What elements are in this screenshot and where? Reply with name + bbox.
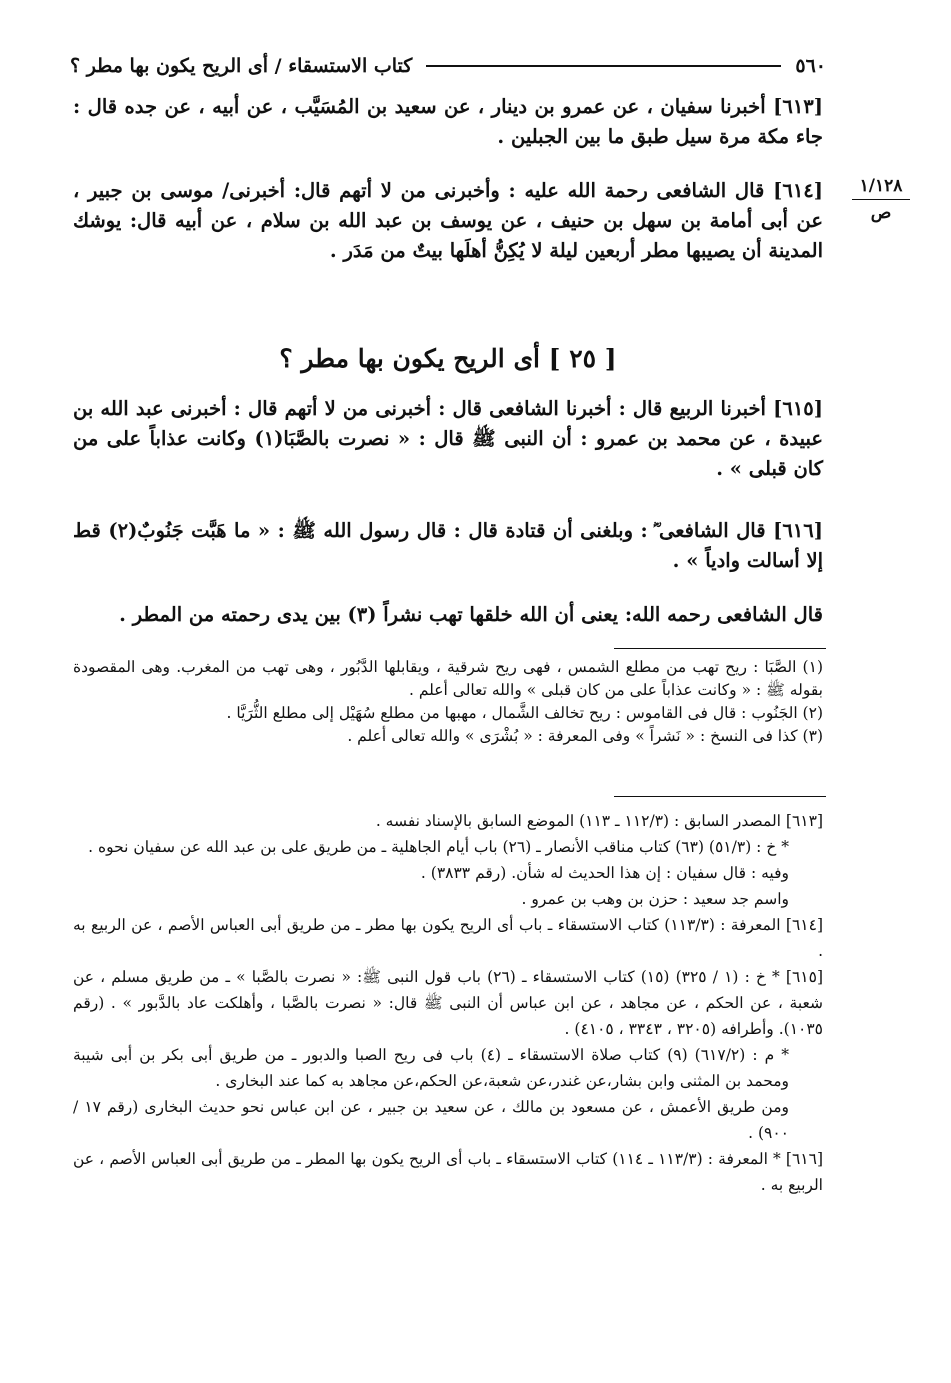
source-614: [٦١٤] المعرفة : (١١٣/٣) كتاب الاستسقاء ـ باب أى الريح يكون بها مطر ـ من طريق أبى العباس الأصم ، عن الربيع به .: [73, 916, 823, 960]
paragraph-615: [73, 394, 823, 484]
running-title: كتاب الاستسقاء / أى الريح يكون بها مطر ؟: [70, 55, 413, 77]
source-references: [73, 808, 823, 1198]
folio-letter: ص: [870, 203, 892, 223]
page-number: ٥٦٠: [795, 55, 826, 77]
folio-rule: [852, 199, 910, 200]
hadith-number: [٦١٣]: [773, 95, 823, 118]
paragraph-616: [73, 516, 823, 576]
commentary-text: قال الشافعى رحمه الله: يعنى أن الله خلقها تهب نشراً (٣) بين يدى رحمته من المطر .: [119, 603, 823, 626]
sources-separator: [614, 796, 826, 797]
paragraph-613: [73, 92, 823, 152]
section-title: [ ٢٥ ] أى الريح يكون بها مطر ؟: [279, 344, 617, 373]
hadith-number: [٦١٤]: [773, 179, 823, 202]
footnote-separator: [614, 648, 826, 649]
hadith-number: [٦١٦]: [773, 519, 823, 542]
source-613-note: وفيه : قال سفيان : إن هذا الحديث له شأن. (رقم ٣٨٣٣) .: [420, 864, 789, 882]
running-header: [70, 52, 826, 80]
paragraph-commentary: [73, 600, 823, 630]
footnotes: [73, 656, 823, 748]
hadith-number: [٦١٥]: [773, 397, 823, 420]
source-613: [٦١٣] المصدر السابق : (١١٢/٣ ـ ١١٣) الموضع السابق بالإسناد نفسه .: [375, 812, 823, 830]
footnote-2: (٢) الجَنُوب : قال فى القاموس : ريح تخالف الشَّمال ، مهبها من مطلع سُهَيْل إلى مطلع الثُّرَيَّا .: [226, 704, 823, 722]
footnote-3: (٣) كذا فى النسخ : « نَشراً » وفى المعرفة : « بُشْرَى » والله تعالى أعلم .: [347, 727, 823, 745]
header-rule: [426, 65, 781, 67]
source-615-muslim: * م : (٦١٧/٢) (٩) كتاب صلاة الاستسقاء ـ (٤) باب فى ريح الصبا والدبور ـ من طريق أبى بكر بن أبى شيبة ومحمد بن المثنى وابن بشار،عن غندر،عن شعبة،عن الحكم،عن مجاهد به كما عند البخارى .: [73, 1046, 789, 1090]
hadith-text: قال الشافعى رحمة الله عليه : وأخبرنى من لا أتهم قال: أخبرنى/ موسى بن جبير ، عن أبى أمامة بن سهل بن حنيف ، عن يوسف بن عبد الله بن سلام ، عن أبيه قال: يوشك المدينة أن يصيبها مطر أربعين ليلة لا يُكِنُّ أهلَها بيتٌ من مَدَر .: [73, 179, 823, 262]
hadith-text: أخبرنا الربيع قال : أخبرنا الشافعى قال : أخبرنى من لا أتهم قال : أخبرنى عبد الله بن عبيدة ، عن محمد بن عمرو : أن النبى ﷺ قال : « نصرت بالصَّبَا(١) وكانت عذاباً على من كان قبلى » .: [73, 397, 823, 480]
source-615-amash: ومن طريق الأعمش ، عن مسعود بن مالك ، عن سعيد بن جبير ، عن ابن عباس نحو حديث البخارى (رقم ١٧ / ٩٠٠) .: [73, 1098, 789, 1142]
margin-folio-note: [846, 176, 916, 223]
folio-number: ١/١٢٨: [859, 176, 903, 196]
paragraph-614: [73, 176, 823, 266]
hadith-text: أخبرنا سفيان ، عن عمرو بن دينار ، عن سعيد بن المُسَيَّب ، عن أبيه ، عن جده قال : جاء مكة مرة سيل طبق ما بين الجبلين .: [73, 95, 823, 148]
source-613-name: واسم جد سعيد : حزن بن وهب بن عمرو .: [521, 890, 789, 908]
source-613-bukhari: * خ : (٥١/٣) (٦٣) كتاب مناقب الأنصار ـ (٢٦) باب أيام الجاهلية ـ من طريق على بن عبد الله عن سفيان نحوه .: [88, 838, 789, 856]
hadith-text: قال الشافعى ؓ : وبلغنى أن قتادة قال : قال رسول الله ﷺ : « ما هَبَّت جَنُوبٌ(٢) قط إلا أسالت وادياً » .: [73, 519, 823, 572]
footnote-1: (١) الصَّبَا : ريح تهب من مطلع الشمس ، فهى ريح شرقية ، ويقابلها الدَّبُور ، وهى تهب من المغرب. وهى المقصودة بقوله ﷺ : « وكانت عذاباً على من كان قبلى » والله تعالى أعلم .: [73, 658, 823, 699]
source-615: [٦١٥] * خ : (١ / ٣٢٥) (١٥) كتاب الاستسقاء ـ (٢٦) باب قول النبى ﷺ: « نصرت بالصَّبا » ـ من طريق مسلم ، عن شعبة ، عن الحكم ، عن مجاهد ، عن ابن عباس أن النبى ﷺ قال: « نصرت بالصَّبا ، وأهلكت عاد بالدَّبور » . (رقم ١٠٣٥). وأطرافه (٣٢٠٥ ، ٣٣٤٣ ، ٤١٠٥) .: [73, 968, 823, 1038]
source-616: [٦١٦] * المعرفة : (١١٣/٣ ـ ١١٤) كتاب الاستسقاء ـ باب أى الريح يكون بها المطر ـ من طريق أبى العباس الأصم ، عن الربيع به .: [73, 1150, 823, 1194]
